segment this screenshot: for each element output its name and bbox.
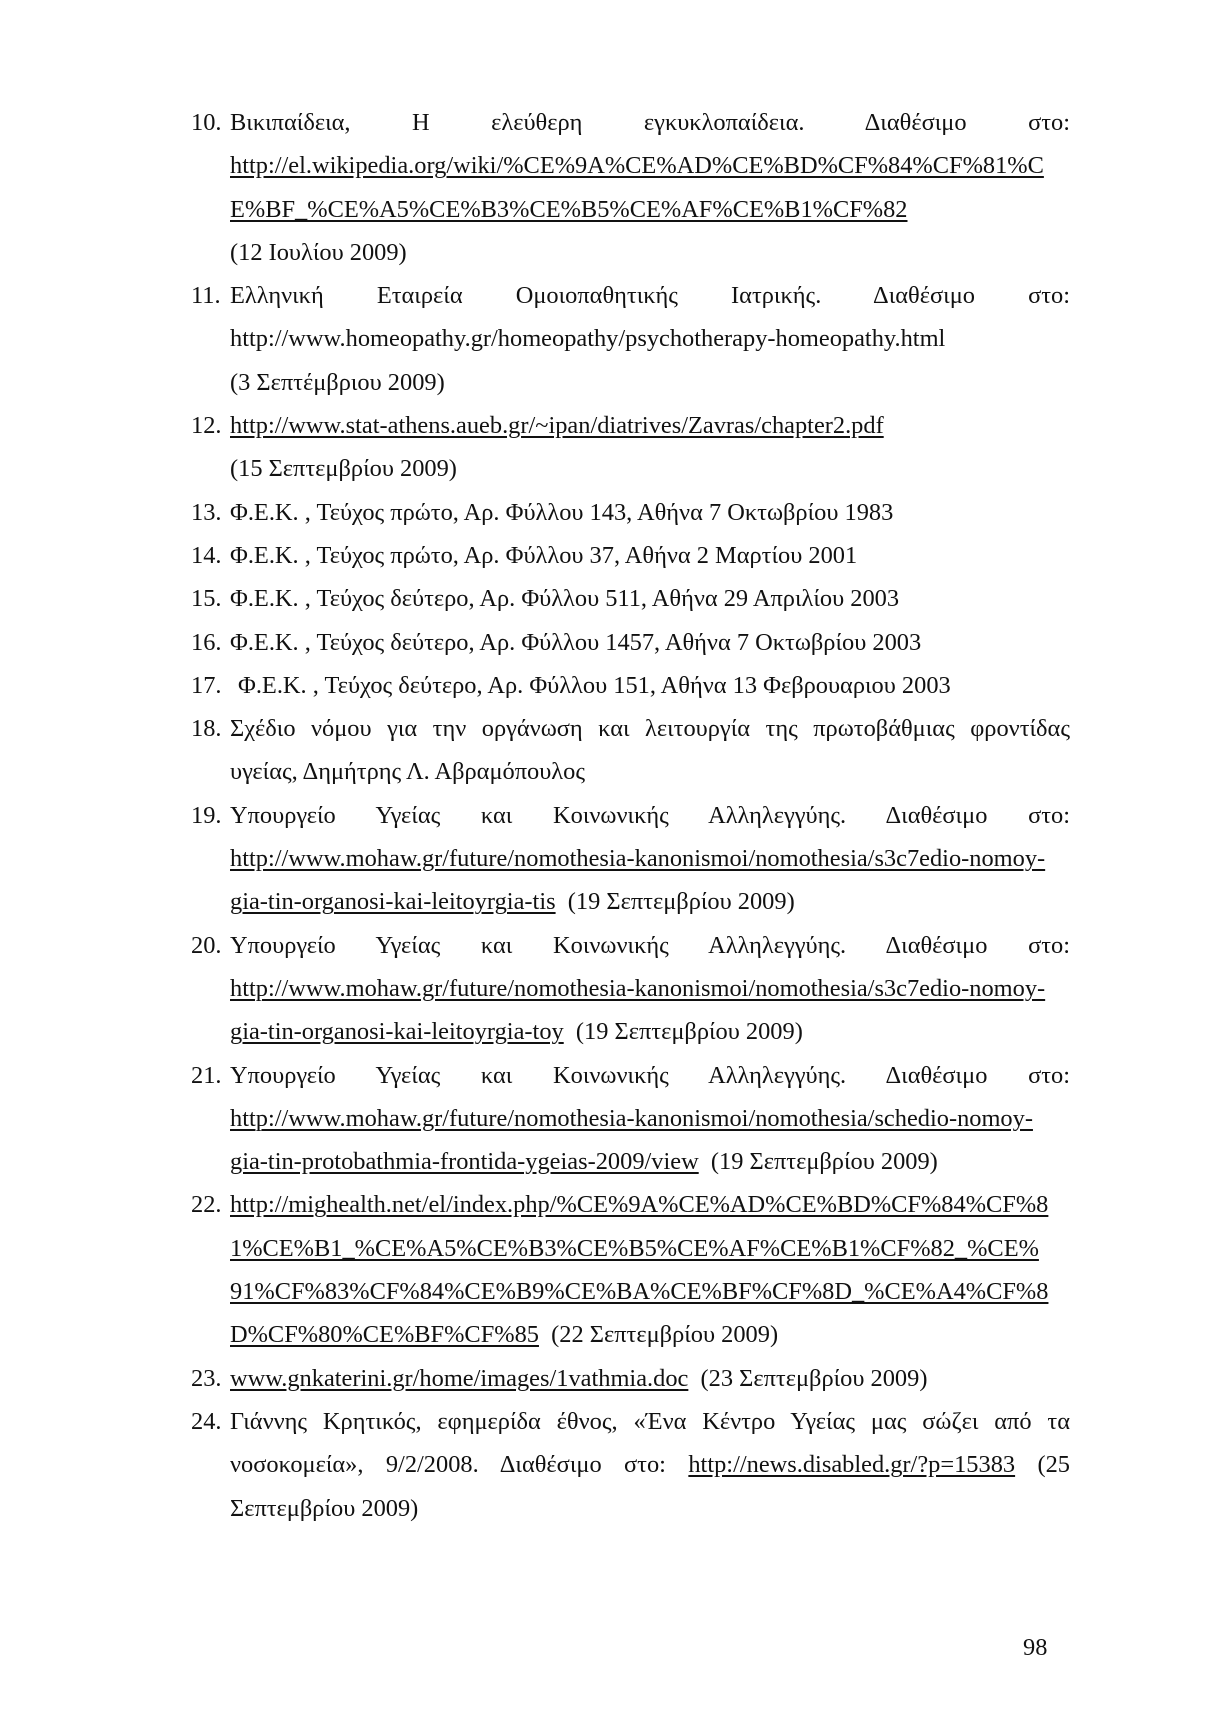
reference-number: 22.: [191, 1191, 222, 1219]
reference-number: 11.: [191, 282, 221, 310]
reference-text: Φ.Ε.Κ. , Τεύχος δεύτερο, Αρ. Φύλλου 151, Αθήνα 13 Φεβρουαριου 2003: [238, 671, 951, 699]
reference-line: [0, 231, 1209, 274]
reference-number: 23.: [191, 1364, 222, 1392]
reference-line: [0, 1227, 1209, 1270]
reference-number: 12.: [191, 412, 222, 440]
reference-access-date: (19 Σεπτεμβρίου 2009): [710, 1148, 938, 1176]
reference-access-date: Σεπτεμβρίου 2009): [230, 1494, 419, 1522]
reference-access-date: (25: [1037, 1451, 1070, 1479]
reference-link[interactable]: http://www.mohaw.gr/future/nomothesia-kanonismoi/nomothesia/schedio-nomoy-: [230, 1104, 1033, 1132]
reference-access-date: (12 Ιουλίου 2009): [230, 238, 407, 266]
reference-text: Φ.Ε.Κ. , Τεύχος δεύτερο, Αρ. Φύλλου 511, Αθήνα 29 Απριλίου 2003: [230, 585, 900, 613]
reference-line: [0, 707, 1209, 750]
reference-text: Ελληνική Εταιρεία Ομοιοπαθητικής Ιατρικής. Διαθέσιμο στο:: [230, 282, 1070, 310]
reference-line: [0, 447, 1209, 490]
reference-list: [0, 101, 1209, 1530]
reference-line: [0, 664, 1209, 707]
reference-text: Φ.Ε.Κ. , Τεύχος πρώτο, Αρ. Φύλλου 37, Αθήνα 2 Μαρτίου 2001: [230, 541, 858, 569]
reference-line: [0, 1097, 1209, 1140]
reference-access-date: (3 Σεπτέμβριου 2009): [230, 368, 445, 396]
reference-line: [0, 1487, 1209, 1530]
reference-text: νοσοκομεία», 9/2/2008. Διαθέσιμο στο:: [230, 1451, 666, 1479]
reference-link[interactable]: gia-tin-organosi-kai-leitoyrgia-tis: [230, 888, 556, 916]
reference-number: 20.: [191, 931, 222, 959]
reference-link[interactable]: http://news.disabled.gr/?p=15383: [688, 1451, 1016, 1479]
reference-line: [0, 1183, 1209, 1226]
reference-number: 15.: [191, 585, 222, 613]
reference-access-date: (19 Σεπτεμβρίου 2009): [567, 888, 795, 916]
reference-access-date: (15 Σεπτεμβρίου 2009): [230, 455, 457, 483]
reference-line: [0, 317, 1209, 360]
reference-access-date: (19 Σεπτεμβρίου 2009): [575, 1018, 803, 1046]
reference-link[interactable]: 1%CE%B1_%CE%A5%CE%B3%CE%B5%CE%AF%CE%B1%CF%82_%CE%: [230, 1234, 1039, 1262]
reference-line: [0, 1054, 1209, 1097]
reference-line: [0, 1010, 1209, 1053]
reference-number: 19.: [191, 801, 222, 829]
reference-access-date: (22 Σεπτεμβρίου 2009): [551, 1321, 779, 1349]
reference-number: 18.: [191, 715, 222, 743]
reference-link[interactable]: 91%CF%83%CF%84%CE%B9%CE%BA%CE%BF%CF%8D_%CE%A4%CF%8: [230, 1278, 1049, 1306]
reference-text: Υπουργείο Υγείας και Κοινωνικής Αλληλεγγύης. Διαθέσιμο στο:: [230, 801, 1070, 829]
reference-line: [0, 1140, 1209, 1183]
reference-url-text: http://www.homeopathy.gr/homeopathy/psychotherapy-homeopathy.html: [230, 325, 946, 353]
reference-line: [0, 967, 1209, 1010]
reference-link[interactable]: http://www.stat-athens.aueb.gr/~ipan/diatrives/Zavras/chapter2.pdf: [230, 412, 884, 440]
reference-line: [0, 144, 1209, 187]
reference-line: [0, 188, 1209, 231]
reference-text: Γιάννης Κρητικός, εφημερίδα έθνος, «Ένα Κέντρο Υγείας μας σώζει από τα: [230, 1407, 1070, 1435]
reference-link[interactable]: www.gnkaterini.gr/home/images/1vathmia.doc: [230, 1364, 689, 1392]
reference-line: [0, 1443, 1209, 1486]
reference-line: [0, 491, 1209, 534]
reference-line: [0, 924, 1209, 967]
page-number: 98: [1023, 1634, 1048, 1661]
reference-link[interactable]: http://el.wikipedia.org/wiki/%CE%9A%CE%AD%CE%BD%CF%84%CF%81%C: [230, 152, 1044, 180]
reference-line: [0, 101, 1209, 144]
reference-link[interactable]: http://www.mohaw.gr/future/nomothesia-kanonismoi/nomothesia/s3c7edio-nomoy-: [230, 974, 1046, 1002]
reference-number: 24.: [191, 1407, 222, 1435]
reference-line: [0, 1313, 1209, 1356]
reference-line: [0, 274, 1209, 317]
reference-link[interactable]: http://www.mohaw.gr/future/nomothesia-kanonismoi/nomothesia/s3c7edio-nomoy-: [230, 845, 1046, 873]
reference-access-date: (23 Σεπτεμβρίου 2009): [700, 1364, 928, 1392]
reference-link[interactable]: D%CF%80%CE%BF%CF%85: [230, 1321, 539, 1349]
reference-line: [0, 1357, 1209, 1400]
reference-number: 16.: [191, 628, 222, 656]
reference-link[interactable]: gia-tin-protobathmia-frontida-ygeias-2009/view: [230, 1148, 699, 1176]
reference-text: Υπουργείο Υγείας και Κοινωνικής Αλληλεγγύης. Διαθέσιμο στο:: [230, 1061, 1070, 1089]
reference-text: Σχέδιο νόμου για την οργάνωση και λειτουργία της πρωτοβάθμιας φροντίδας: [230, 715, 1070, 743]
reference-line: [0, 534, 1209, 577]
reference-line: [0, 404, 1209, 447]
reference-text: υγείας, Δημήτρης Λ. Αβραμόπουλος: [230, 758, 585, 786]
reference-number: 13.: [191, 498, 222, 526]
reference-line: [0, 794, 1209, 837]
reference-line: [0, 577, 1209, 620]
reference-number: 17.: [191, 671, 222, 699]
reference-line: [0, 361, 1209, 404]
reference-text: Υπουργείο Υγείας και Κοινωνικής Αλληλεγγύης. Διαθέσιμο στο:: [230, 931, 1070, 959]
reference-link[interactable]: http://mighealth.net/el/index.php/%CE%9A%CE%AD%CE%BD%CF%84%CF%8: [230, 1191, 1049, 1219]
reference-line: [0, 621, 1209, 664]
reference-line: [0, 750, 1209, 793]
reference-line: [0, 1400, 1209, 1443]
reference-number: 10.: [191, 109, 222, 136]
reference-link[interactable]: gia-tin-organosi-kai-leitoyrgia-toy: [230, 1018, 564, 1046]
reference-line: [0, 837, 1209, 880]
reference-number: 14.: [191, 541, 222, 569]
reference-link[interactable]: E%BF_%CE%A5%CE%B3%CE%B5%CE%AF%CE%B1%CF%82: [230, 195, 908, 223]
reference-text: Βικιπαίδεια, Η ελεύθερη εγκυκλοπαίδεια. Διαθέσιμο στο:: [230, 109, 1070, 136]
reference-text: Φ.Ε.Κ. , Τεύχος δεύτερο, Αρ. Φύλλου 1457, Αθήνα 7 Οκτωβρίου 2003: [230, 628, 922, 656]
reference-line: [0, 1270, 1209, 1313]
reference-number: 21.: [191, 1061, 222, 1089]
reference-text: Φ.Ε.Κ. , Τεύχος πρώτο, Αρ. Φύλλου 143, Αθήνα 7 Οκτωβρίου 1983: [230, 498, 894, 526]
reference-line: [0, 880, 1209, 923]
